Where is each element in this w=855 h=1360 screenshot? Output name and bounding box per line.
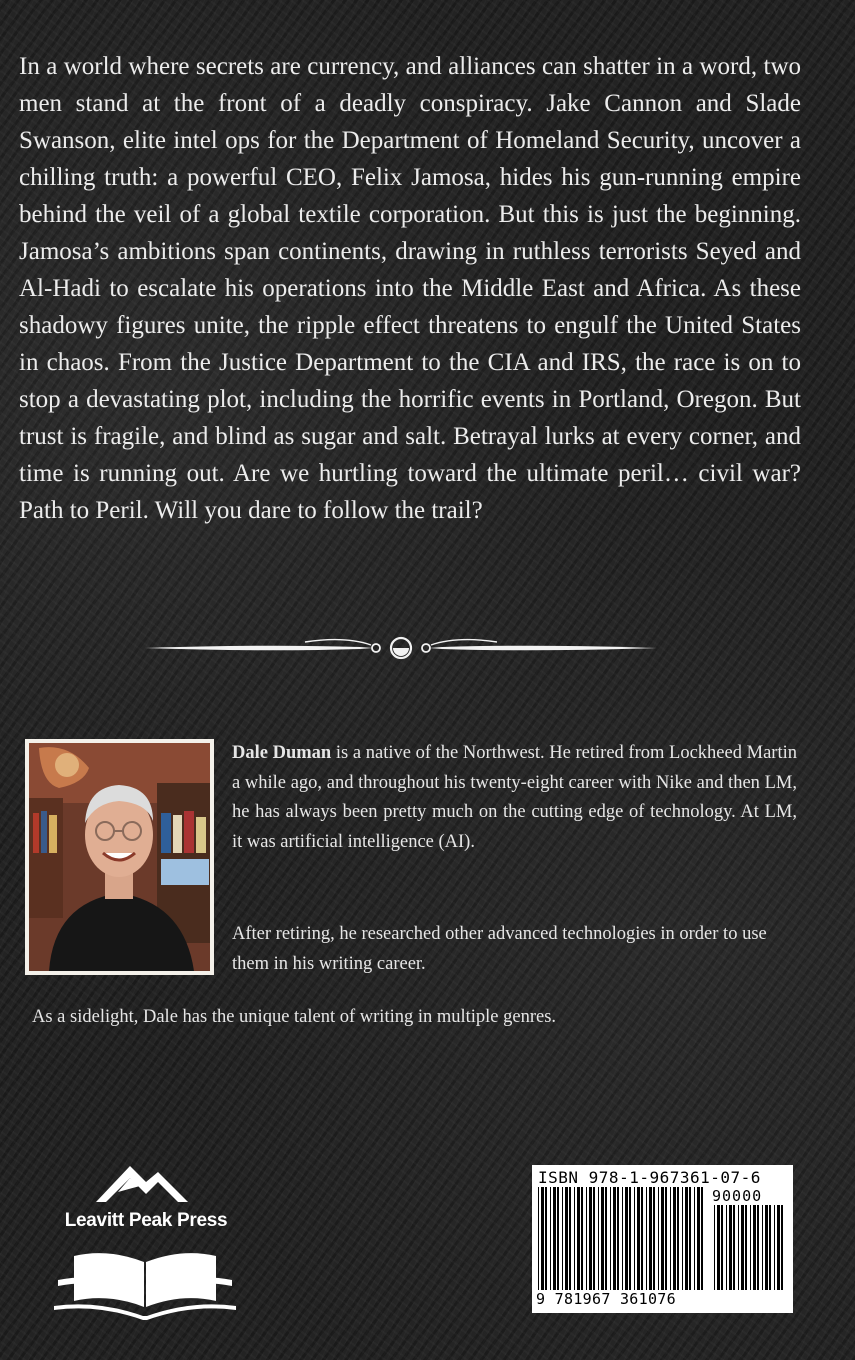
isbn-barcode	[532, 1165, 793, 1313]
author-name: Dale Duman	[232, 743, 332, 763]
author-bio	[232, 739, 797, 857]
barcode-bar	[586, 1187, 587, 1290]
barcode-bar	[553, 1187, 556, 1290]
ornamental-divider	[145, 630, 657, 666]
barcode-bar	[610, 1187, 611, 1290]
barcode-bar	[777, 1205, 780, 1290]
barcode-bar	[694, 1187, 695, 1290]
barcode-bar	[574, 1187, 575, 1290]
barcode-bar	[661, 1187, 664, 1290]
barcode-bar	[538, 1187, 539, 1290]
barcode-bar	[665, 1187, 667, 1290]
barcode-bar	[637, 1187, 640, 1290]
author-bio-paragraph-3: As a sidelight, Dale has the unique talent of writing in multiple genres.	[32, 1007, 557, 1027]
barcode-bar	[697, 1187, 700, 1290]
barcode-bar	[658, 1187, 659, 1290]
ean-digits: 9 781967 361076	[536, 1290, 736, 1308]
ean-bars	[538, 1187, 708, 1290]
barcode-bar	[622, 1187, 623, 1290]
addon-bars	[714, 1205, 788, 1290]
barcode-bar	[629, 1187, 631, 1290]
barcode-bar	[601, 1187, 604, 1290]
barcode-bar	[577, 1187, 580, 1290]
barcode-bar	[741, 1205, 744, 1290]
barcode-bar	[753, 1205, 756, 1290]
barcode-bar	[717, 1205, 720, 1290]
barcode-bar	[682, 1187, 683, 1290]
barcode-bar	[745, 1205, 747, 1290]
barcode-bar	[721, 1205, 723, 1290]
barcode-bar	[689, 1187, 691, 1290]
barcode-bar	[562, 1187, 563, 1290]
barcode-bar	[634, 1187, 635, 1290]
barcode-bar	[750, 1205, 751, 1290]
isbn-label: ISBN 978-1-967361-07-6	[538, 1168, 761, 1187]
barcode-bar	[670, 1187, 671, 1290]
barcode-bar	[677, 1187, 679, 1290]
barcode-bar	[769, 1205, 771, 1290]
barcode-bar	[726, 1205, 727, 1290]
barcode-bar	[617, 1187, 619, 1290]
barcode-bar	[545, 1187, 547, 1290]
barcode-bar	[653, 1187, 655, 1290]
barcode-bar	[765, 1205, 768, 1290]
barcode-bar	[733, 1205, 735, 1290]
barcode-bar	[569, 1187, 571, 1290]
author-bio-paragraph-2: After retiring, he researched other advanced technologies in order to use them in his writing career.	[232, 924, 767, 974]
barcode-bar	[714, 1205, 715, 1290]
barcode-bar	[762, 1205, 763, 1290]
barcode-bar	[589, 1187, 592, 1290]
barcode-bar	[738, 1205, 739, 1290]
barcode-bar	[557, 1187, 559, 1290]
barcode-bar	[673, 1187, 676, 1290]
barcode-bar	[598, 1187, 599, 1290]
price-code: 90000	[712, 1187, 763, 1205]
barcode-bar	[565, 1187, 568, 1290]
barcode-bar	[701, 1187, 703, 1290]
barcode-bar	[613, 1187, 616, 1290]
publisher-logo-icon	[38, 1160, 253, 1320]
book-blurb: In a world where secrets are currency, and alliances can shatter in a word, two men stand at the front of a deadly conspiracy. Jake Cannon and Slade Swanson, elite intel ops for the Department of Homeland Security, uncover a chilling truth: a powerful CEO, Felix Jamosa, hides his gun-running empire behind the veil of a global textile corporation. But this is just the beginning. Jamosa’s ambitions span continents, drawing in ruthless terrorists Seyed and Al-Hadi to escalate his operations into the Middle East and Africa. As these shadowy figures unite, the ripple effect threatens to engulf the United States in chaos. From the Justice Department to the CIA and IRS, the race is on to stop a devastating plot, including the horrific events in Portland, Oregon. But trust is fragile, and blind as sugar and salt. Betrayal lurks at every corner, and time is running out. Are we hurtling toward the ultimate peril… civil war? Path to Peril. Will you dare to follow the trail?	[19, 53, 801, 524]
barcode-bar	[605, 1187, 607, 1290]
barcode-bar	[641, 1187, 643, 1290]
author-bio-text: is a native of the Northwest. He retired from Lockheed Martin a while ago, and throughout his twenty-eight career with Nike and then LM, he has always been pretty much on the cutting edge of technology. At LM, it was artificial intelligence (AI).	[232, 743, 797, 852]
barcode-bar	[581, 1187, 583, 1290]
barcode-bar	[646, 1187, 647, 1290]
barcode-bar	[541, 1187, 544, 1290]
barcode-bar	[550, 1187, 551, 1290]
barcode-bar	[729, 1205, 732, 1290]
barcode-bar	[774, 1205, 775, 1290]
barcode-bar	[757, 1205, 759, 1290]
publisher-name: Leavitt Peak Press	[64, 1210, 228, 1231]
barcode-bar	[685, 1187, 688, 1290]
barcode-bar	[625, 1187, 628, 1290]
barcode-bar	[781, 1205, 783, 1290]
author-photo	[25, 739, 214, 975]
barcode-bar	[649, 1187, 652, 1290]
barcode-bar	[593, 1187, 595, 1290]
